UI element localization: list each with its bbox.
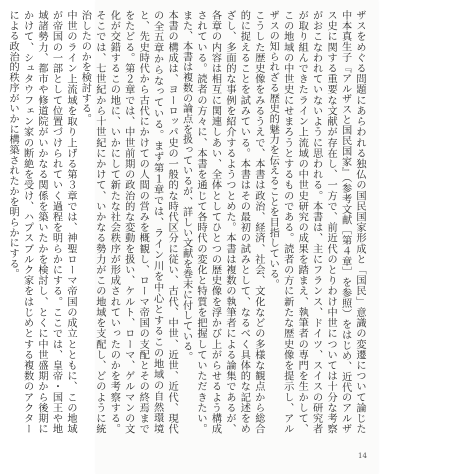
body-text — [7, 10, 366, 434]
paragraph: こうした歴史像をみるうえで、本書は政治、経済、社会、文化などの多様な観点から総合的に捉えることを試みている。本書はその最初の試みとして、なるべく具体的な記述をめざし、多面的な事例を紹介するようつとめた。本書は複数の執筆者による論集であるが、各章の内容は相互に関連しあい、全体としてひとつの歴史像を浮かび上がらせるよう構成されている。読者の方々に、本書を通じて各時代の変化と特質を把握していただきたい。また、本書は複数の論点を扱っているが、詳しい文献を巻末に付している。 — [180, 10, 264, 434]
page-number: 14 — [358, 452, 367, 460]
paragraph: 中世のライン上流域を取り上げる第３章では、神聖ローマ帝国の成立とともに、この地域が帝国の一部として位置づけられていく過程を明らかにする。ここでは、皇帝・国王や地域諸勢力、都市や修道院がいかなる関係を築いたかを検討し、とくに中世盛期から後期にかけて、シュタウフェン家の断絶を受け、ハプスブルク家をはじめとする複数のアクターによる政治的秩序がいかに構築されたかを明らかにする。 — [7, 10, 76, 434]
paragraph: 本書の構成は、ヨーロッパ史の一般的な時代区分に従い、古代、中世、近世、近代、現代の全五章からなっている。まず第１章では、ライン川を中心とするこの地域の自然環境と、先史時代から古代にかけての人間の営みを概観し、ローマ帝国の支配とその終焉までをたどる。第２章では、中世前期の政治的な変動を扱い、ケルト、ローマ、ゲルマンの文化が交錯するこの地に、いかにして新たな社会秩序が形成されていったのかを考察する。そこでは、七世紀から十世紀にかけて、いかなる勢力がこの地域を支配し、どのように統治したのかを検討する。 — [79, 10, 178, 434]
paragraph: ザスをめぐる問題にあらわれる独仏の国民国家形成と「国民」意識の変遷について論じた中本真生子『アルザスと国民国家』（参考文献［第４章］を参照）をはじめ、近代のアルザス史に関する重要な文献が存在し、一方で、前近代のとりわけ中世については十分な考察がおこなわれていないように思われる。本書は、主にフランス、ドイツ、スイスの研究者が取り組んできたライン上流域の中世史研究の成果を踏まえ、執筆者の専門を生かして、この地域の中世史にせまろうとするものである。読者の方に新たな歴史像を提示し、アルザスの知られざる歴史的魅力を伝えることを目指している。 — [267, 10, 365, 434]
